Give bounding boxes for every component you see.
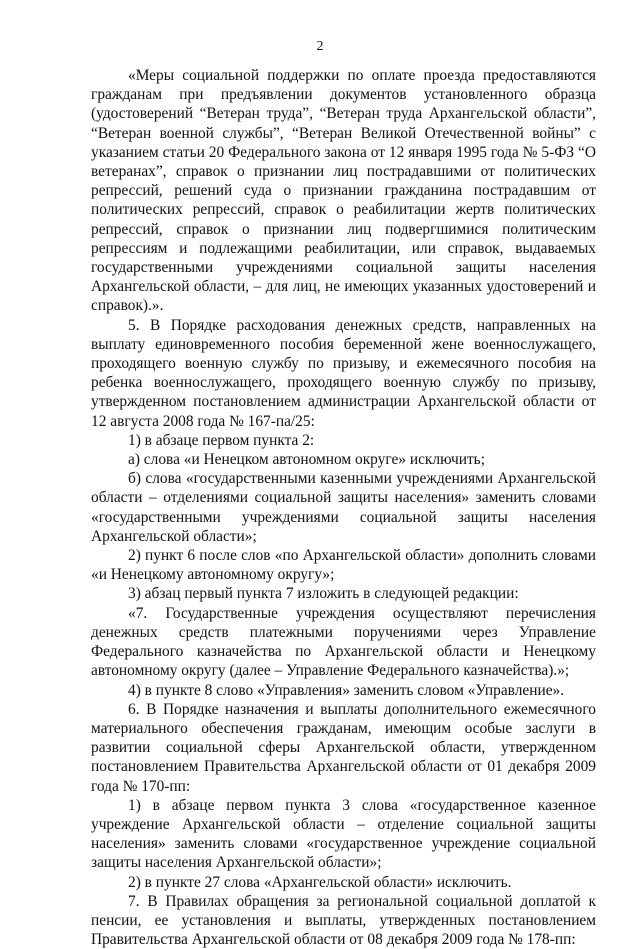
paragraph: 1) в абзаце первом пункта 3 слова «государственное казенное учреждение Архангельской области – отделение социальной защиты населения» заменить словами «государственное учреждение социальной защиты населения Архангельской области»;: [91, 796, 596, 872]
paragraph: «7. Государственные учреждения осуществляют перечисления денежных средств платежными поручениями через Управление Федерального казначейства по Архангельской области и Ненецкому автономному округу (далее – Управление Федерального казначейства).»;: [91, 604, 596, 680]
paragraph: 3) абзац первый пункта 7 изложить в следующей редакции:: [128, 585, 519, 603]
document-body: [91, 66, 596, 949]
paragraph: «Меры социальной поддержки по оплате проезда предоставляются гражданам при предъявлении документов установленного образца (удостоверений “Ветеран труда”, “Ветеран труда Архангельской области”, “Ветеран военной службы”, “Ветеран Великой Отечественной войны” с указанием статьи 20 Федерального закона от 12 января 1995 года № 5-ФЗ “О ветеранах”, справок о признании лиц пострадавшими от политических репрессий, решений суда о признании гражданина пострадавшим от политических репрессий, справок о реабилитации жертв политических репрессий, справок о признании лиц подвергшимися политическим репрессиям и подлежащими реабилитации, или справок, выдаваемых государственными учреждениями социальной защиты населения Архангельской области, – для лиц, не имеющих указанных удостоверений и справок).».: [91, 67, 596, 315]
paragraph: б) слова «государственными казенными учреждениями Архангельской области – отделениями социальной защиты населения» заменить словами «государственными учреждениями социальной защиты населения Архангельской области»;: [91, 470, 596, 545]
paragraph: 2) пункт 6 после слов «по Архангельской области» дополнить словами «и Ненецкому автономному округу»;: [91, 547, 596, 584]
paragraph: 4) в пункте 8 слово «Управления» заменить словом «Управление».: [128, 681, 565, 699]
paragraph: 7. В Правилах обращения за региональной социальной доплатой к пенсии, ее установления и выплаты, утвержденных постановлением Правительства Архангельской области от 08 декабря 2009 года № 178-пп:: [91, 892, 596, 949]
paragraph: 2) в пункте 27 слова «Архангельской области» исключить.: [128, 873, 512, 891]
page-number: 2: [316, 39, 324, 54]
paragraph: а) слова «и Ненецком автономном округе» исключить;: [128, 451, 485, 469]
paragraph: 1) в абзаце первом пункта 2:: [128, 431, 315, 449]
paragraph: 5. В Порядке расходования денежных средств, направленных на выплату единовременного пособия беременной жене военнослужащего, проходящего военную службу по призыву, и ежемесячного пособия на ребенка военнослужащего, проходящего военную службу по призыву, утвержденном постановлением администрации Архангельской области от 12 августа 2008 года № 167-па/25:: [91, 316, 596, 430]
paragraph: 6. В Порядке назначения и выплаты дополнительного ежемесячного материального обеспечения гражданам, имеющим особые заслуги в развитии социальной сферы Архангельской области, утвержденном постановлением Правительства Архангельской области от 01 декабря 2009 года № 170-пп:: [91, 700, 596, 795]
